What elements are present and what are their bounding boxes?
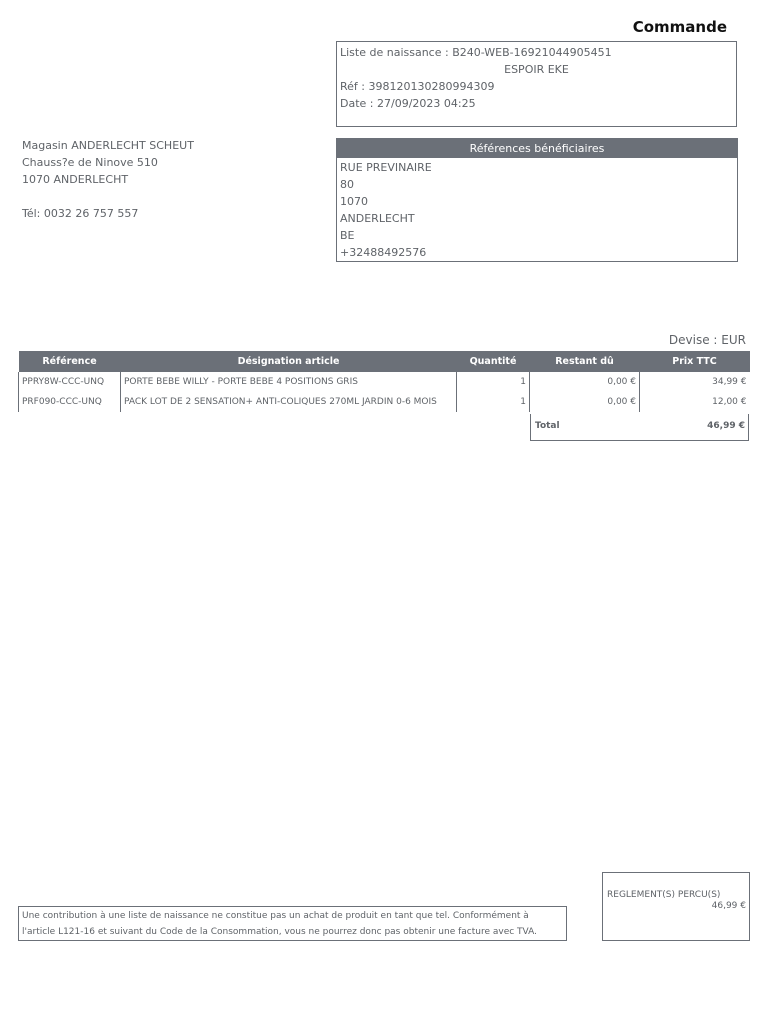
order-date: Date : 27/09/2023 04:25 <box>340 97 476 110</box>
item-remaining: 0,00 € <box>530 372 640 392</box>
legal-notice <box>18 906 567 941</box>
beneficiary-number: 80 <box>340 178 354 191</box>
column-header-quantity: Quantité <box>457 351 530 372</box>
payment-box <box>602 872 750 941</box>
total-label: Total <box>535 421 560 431</box>
legal-notice-line-1: Une contribution à une liste de naissance ne constitue pas un achat de produit en tant que tel. Conformément à <box>22 911 529 921</box>
beneficiary-postcode: 1070 <box>340 195 368 208</box>
item-reference: PPRY8W-CCC-UNQ <box>19 372 121 392</box>
beneficiary-box <box>336 138 738 262</box>
payment-value: 46,99 € <box>711 901 746 911</box>
document-title: Commande <box>632 18 727 36</box>
total-value: 46,99 € <box>707 421 745 431</box>
column-header-reference: Référence <box>19 351 121 372</box>
item-reference: PRF090-CCC-UNQ <box>19 392 121 412</box>
column-header-price: Prix TTC <box>640 351 750 372</box>
table-header-row <box>19 351 750 372</box>
beneficiary-phone: +32488492576 <box>340 246 427 259</box>
order-reference: Réf : 398120130280994309 <box>340 80 495 93</box>
birth-list-name: ESPOIR EKE <box>504 63 569 76</box>
item-designation: PACK LOT DE 2 SENSATION+ ANTI-COLIQUES 270ML JARDIN 0-6 MOIS <box>121 392 457 412</box>
store-address <box>22 137 194 222</box>
total-box <box>530 414 749 441</box>
column-header-designation: Désignation article <box>121 351 457 372</box>
store-street: Chauss?e de Ninove 510 <box>22 156 158 169</box>
item-quantity: 1 <box>457 372 530 392</box>
beneficiary-street: RUE PREVINAIRE <box>340 161 432 174</box>
store-name: Magasin ANDERLECHT SCHEUT <box>22 139 194 152</box>
table-row <box>19 392 750 412</box>
column-header-remaining: Restant dû <box>530 351 640 372</box>
item-price: 12,00 € <box>640 392 750 412</box>
order-info-box <box>336 41 737 127</box>
legal-notice-line-2: l'article L121-16 et suivant du Code de la Consommation, vous ne pourrez donc pas obtenir une facture avec TVA. <box>22 927 537 937</box>
store-phone: Tél: 0032 26 757 557 <box>22 207 139 220</box>
item-remaining: 0,00 € <box>530 392 640 412</box>
beneficiary-header: Références bénéficiaires <box>337 139 737 158</box>
payment-label: REGLEMENT(S) PERCU(S) <box>607 890 721 900</box>
currency-label: Devise : EUR <box>668 333 746 347</box>
table-row <box>19 372 750 392</box>
beneficiary-city: ANDERLECHT <box>340 212 415 225</box>
items-table <box>18 351 750 412</box>
item-price: 34,99 € <box>640 372 750 392</box>
item-quantity: 1 <box>457 392 530 412</box>
birth-list-number: Liste de naissance : B240-WEB-16921044905451 <box>340 46 612 59</box>
beneficiary-country: BE <box>340 229 355 242</box>
store-city: 1070 ANDERLECHT <box>22 173 129 186</box>
item-designation: PORTE BEBE WILLY - PORTE BEBE 4 POSITIONS GRIS <box>121 372 457 392</box>
